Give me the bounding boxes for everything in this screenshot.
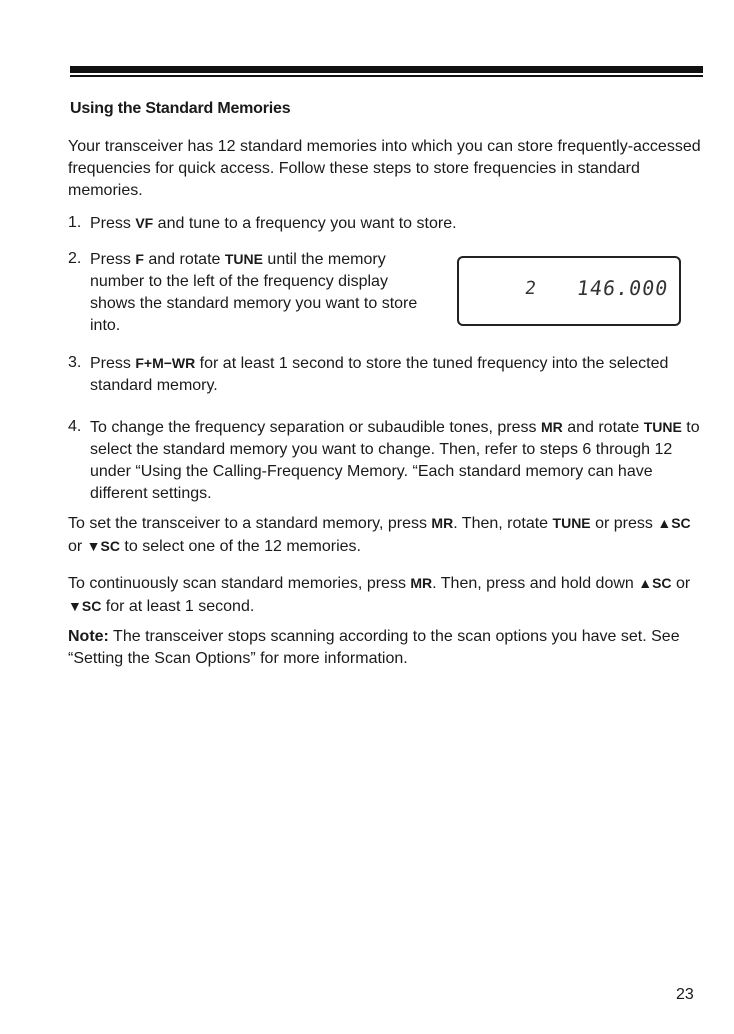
- note-text: The transceiver stops scanning according to the scan options you have set. See “Setting the Scan Options” for more information.: [68, 628, 680, 667]
- key-scan-down: ▼SC: [68, 598, 102, 614]
- note-label: Note:: [68, 628, 109, 645]
- intro-paragraph: Your transceiver has 12 standard memories into which you can store frequently-accessed frequencies for quick access. Follow these steps to store frequencies in standard memories.: [68, 138, 701, 199]
- key-vf: VF: [135, 215, 154, 231]
- key-scan-up: ▲SC: [638, 575, 672, 591]
- header-rule-thin: [70, 75, 703, 77]
- step-text: Press VF and tune to a frequency you want to store.: [90, 215, 457, 232]
- step-text: Press F and rotate TUNE until the memory number to the left of the frequency display shows the standard memory you want to store into.: [90, 251, 418, 334]
- key-scan-down: ▼SC: [86, 538, 120, 554]
- header-rule-thick: [70, 66, 703, 73]
- scan-memory-paragraph: To continuously scan standard memories, press MR. Then, press and hold down ▲SC or ▼SC for at least 1 second.: [68, 575, 691, 615]
- key-tune: TUNE: [224, 251, 263, 267]
- key-scan-up: ▲SC: [657, 515, 691, 531]
- key-f: F: [135, 251, 144, 267]
- note-paragraph: [68, 626, 704, 670]
- set-memory-paragraph: To set the transceiver to a standard memory, press MR. Then, rotate TUNE or press ▲SC or ▼SC to select one of the 12 memories.: [68, 515, 691, 555]
- step-number: 2.: [68, 250, 82, 267]
- step-number: 3.: [68, 354, 82, 371]
- key-tune: TUNE: [552, 515, 591, 531]
- page-number: 23: [676, 986, 694, 1003]
- step-text: Press F+M−WR for at least 1 second to store the tuned frequency into the selected standard memory.: [90, 355, 669, 394]
- key-tune: TUNE: [643, 419, 682, 435]
- key-mr: MR: [431, 515, 454, 531]
- lcd-memory-number: 2: [523, 278, 538, 299]
- step-number: 1.: [68, 214, 82, 231]
- key-f-m-wr: F+M−WR: [135, 355, 196, 371]
- step-text: To change the frequency separation or subaudible tones, press MR and rotate TUNE to select the standard memory you want to change. Then, refer to steps 6 through 12 under “Using the Calling-Frequency Memory. “Each standard memory can have different settings.: [90, 419, 700, 502]
- key-mr: MR: [410, 575, 433, 591]
- key-mr: MR: [540, 419, 563, 435]
- step-number: 4.: [68, 418, 82, 435]
- section-heading: Using the Standard Memories: [70, 100, 291, 117]
- lcd-display-illustration: [457, 256, 681, 326]
- lcd-frequency: 146.000: [575, 276, 670, 300]
